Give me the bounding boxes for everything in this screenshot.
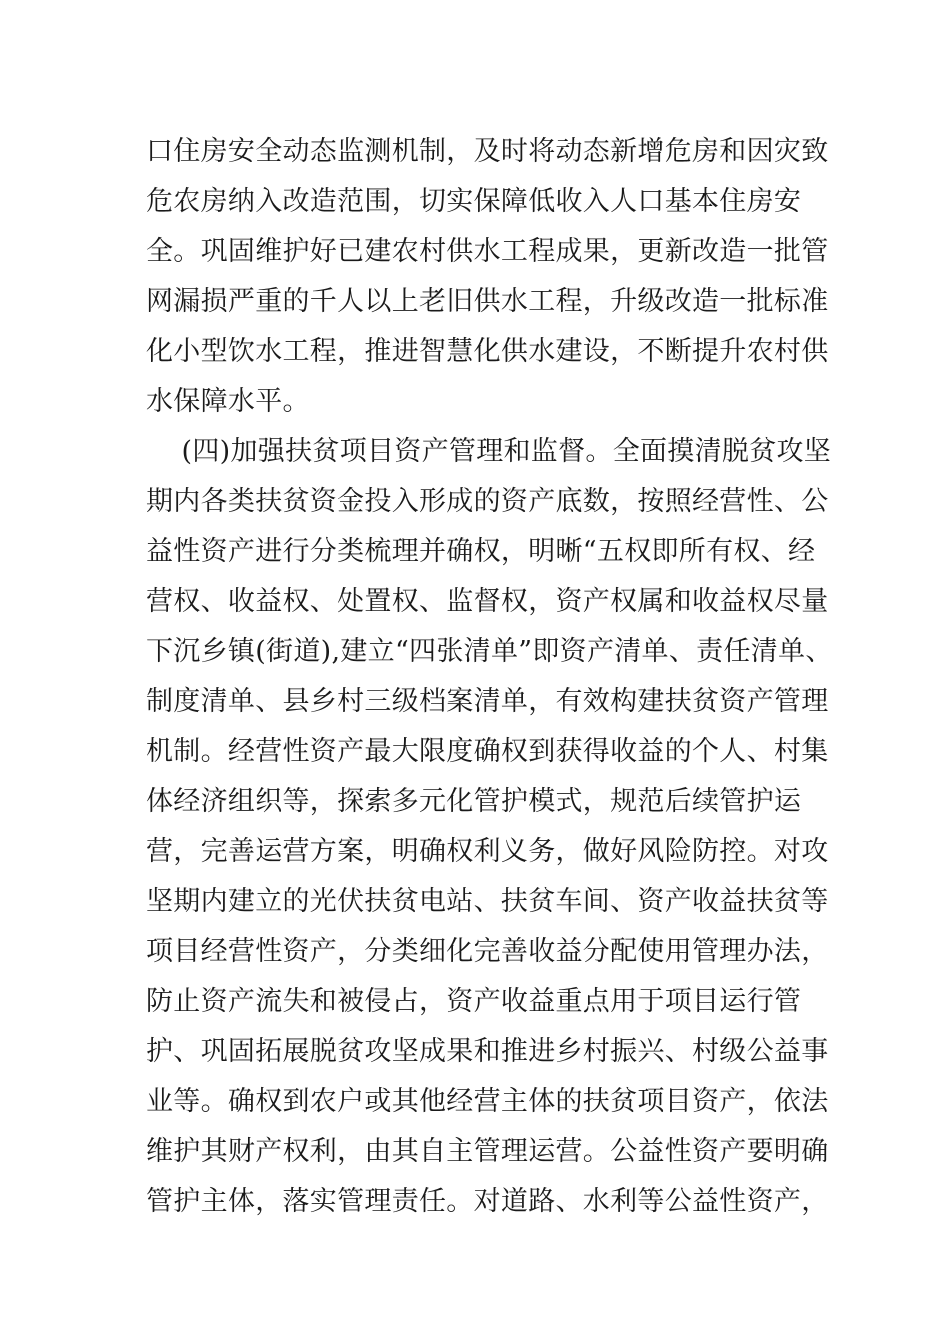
text-line: 营权、收益权、处置权、监督权，资产权属和收益权尽量	[146, 586, 829, 617]
text-line: 危农房纳入改造范围，切实保障低收入人口基本住房安	[146, 186, 802, 217]
text-line: 益性资产进行分类梳理并确权，明晰“五权即所有权、经	[146, 536, 816, 567]
document-body-text	[146, 127, 833, 1227]
paragraph-start-line: (四)加强扶贫项目资产管理和监督。全面摸清脱贫攻坚	[146, 436, 832, 467]
text-line: 水保障水平。	[146, 386, 310, 417]
text-line: 营，完善运营方案，明确权利义务，做好风险防控。对攻	[146, 836, 829, 867]
text-line: 下沉乡镇(街道),建立“四张清单”即资产清单、责任清单、	[146, 636, 833, 667]
text-line: 体经济组织等，探索多元化管护模式，规范后续管护运	[146, 786, 802, 817]
text-line: 化小型饮水工程，推进智慧化供水建设，不断提升农村供	[146, 336, 829, 367]
text-line: 防止资产流失和被侵占，资产收益重点用于项目运行管	[146, 986, 802, 1017]
text-line: 网漏损严重的千人以上老旧供水工程，升级改造一批标准	[146, 286, 829, 317]
text-line: 坚期内建立的光伏扶贫电站、扶贫车间、资产收益扶贫等	[146, 886, 829, 917]
text-line: 期内各类扶贫资金投入形成的资产底数，按照经营性、公	[146, 486, 829, 517]
text-line: 护、巩固拓展脱贫攻坚成果和推进乡村振兴、村级公益事	[146, 1036, 829, 1067]
text-line: 口住房安全动态监测机制，及时将动态新增危房和因灾致	[146, 136, 829, 167]
text-line: 全。巩固维护好已建农村供水工程成果，更新改造一批管	[146, 236, 829, 267]
text-line: 项目经营性资产，分类细化完善收益分配使用管理办法，	[146, 936, 829, 967]
text-line: 业等。确权到农户或其他经营主体的扶贫项目资产，依法	[146, 1086, 829, 1117]
text-line: 机制。经营性资产最大限度确权到获得收益的个人、村集	[146, 736, 829, 767]
text-line: 制度清单、县乡村三级档案清单，有效构建扶贫资产管理	[146, 686, 829, 717]
text-line: 管护主体，落实管理责任。对道路、水利等公益性资产，	[146, 1186, 829, 1217]
text-line: 维护其财产权利，由其自主管理运营。公益性资产要明确	[146, 1136, 829, 1167]
